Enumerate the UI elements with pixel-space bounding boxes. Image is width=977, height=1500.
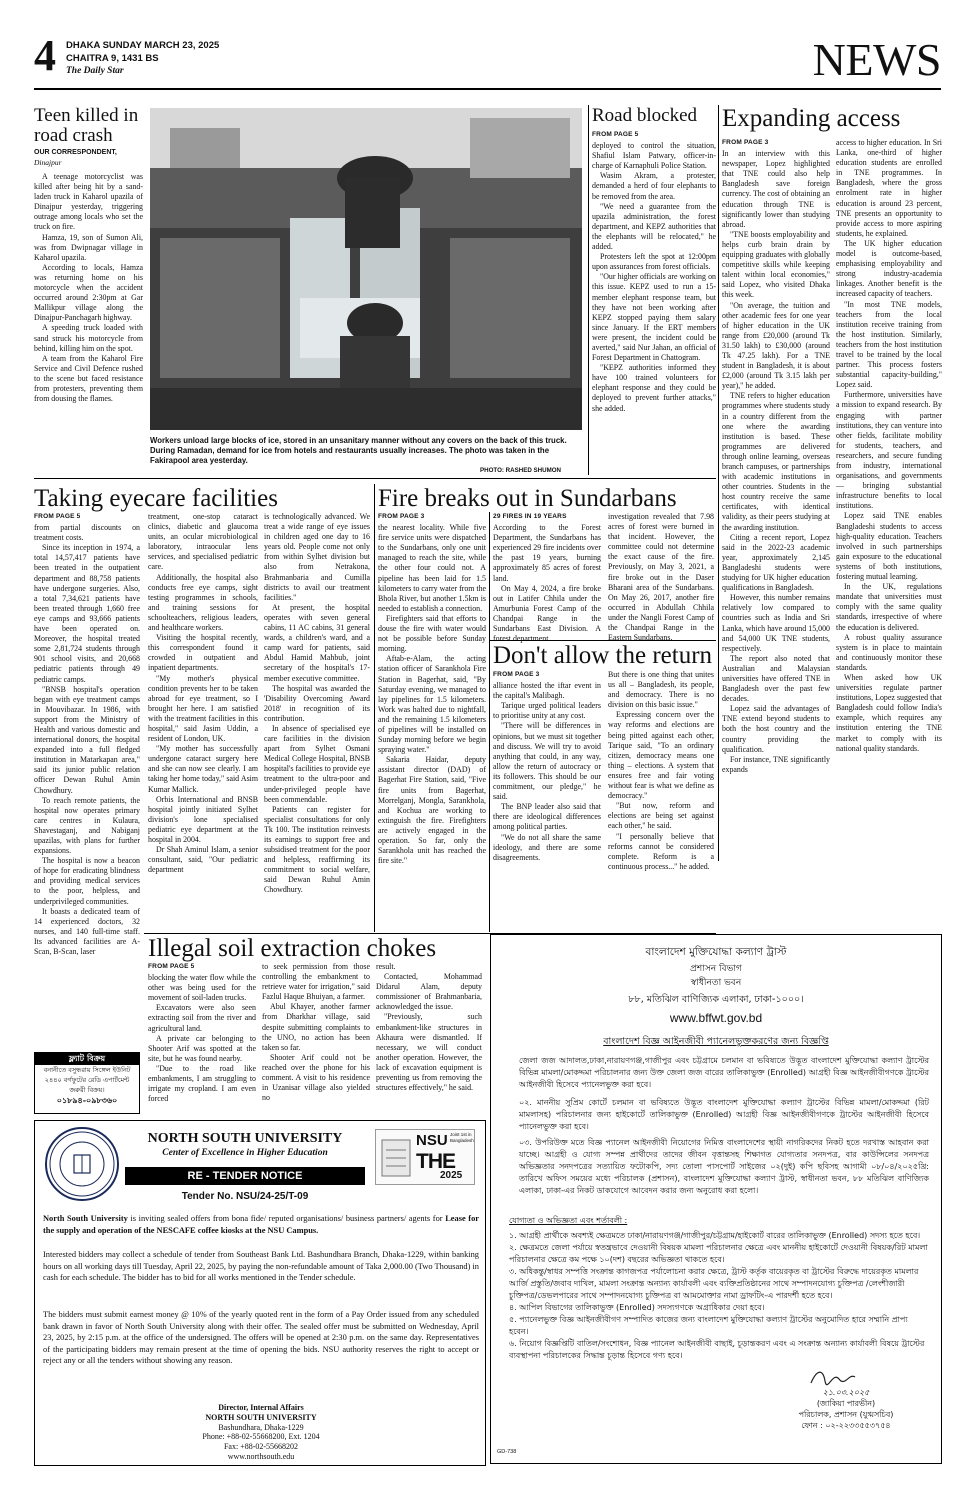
eyecare-para: At present, the hospital operates with seven general cabins, 11 AC cabins, 31 general wards, a children's ward, and a camp ward for patients, said Abdul Hamid Mahbub, joint secretary of the hospital's 17-member executive committee. <box>264 602 370 683</box>
expanding-para: "TNE boosts employability and helps curb brain drain by equipping graduates with globally competitive skills while keeping talent within local economies," said Lopez, who visited Dhaka this week. <box>722 229 830 300</box>
eyecare-para: treatment, one-stop cataract clinics, diabetic and glaucoma units, an ocular microbiological laboratory, intraocular lens services, and specialised pediatric care. <box>148 512 258 572</box>
eyecare-para: "My mother's physical condition prevents her to be taken abroad for eye treatment, so I brought her here. I am satisfied with the treatment facilities in this hospital," said Jasim Uddin, a resident of London, UK. <box>148 673 258 744</box>
return-col1 <box>493 670 601 932</box>
nsu-para1 <box>43 1213 479 1236</box>
road-headline: Road blocked <box>592 105 698 126</box>
nsu-para1-mid: is inviting sealed offers from bona fide/ reputed organisations/ business partners/ agents for <box>127 1214 446 1223</box>
photo-illustration <box>150 108 582 430</box>
section-rule <box>490 640 716 641</box>
trust-conditions <box>509 1215 929 1362</box>
trust-cond-title: যোগ্যতা ও অভিজ্ঞতা এবং শর্তাবলী : <box>509 1216 628 1225</box>
eyecare-para: The hospital was awarded the 'Disability Overcoming Award 2018' in recognition of its contribution. <box>264 683 370 723</box>
eyecare-col2 <box>148 512 258 932</box>
return-para: "We do not all share the same ideology, and there are some disagreements. <box>493 832 601 862</box>
header-date: DHAKA SUNDAY MARCH 23, 2025 <box>66 40 220 51</box>
soil-para: to seek permission from those controlling the embankment to retrieve water for irrigation," said Fazlul Haque Bhuiyan, a farmer. <box>262 962 370 1002</box>
eyecare-para: is technologically advanced. We treat a wide range of eye issues in children aged one day to 16 years old. People come not only from within Sylhet division but also from Netrakona, Brahmanbaria and Cumilla districts to avail our treatment facilities." <box>264 512 370 602</box>
nsu-tagline: Center of Excellence in Higher Education <box>162 1148 328 1158</box>
trust-sig-name: (জাকিয়া পারভীন) <box>816 1399 876 1408</box>
nsu-sig-web: www.northsouth.edu <box>227 1451 295 1461</box>
return-para: "But now, reform and elections are being set against each other," he said. <box>608 801 714 831</box>
eyecare-from: FROM PAGE 5 <box>34 513 81 520</box>
return-para: Expressing concern over the way reforms and elections are being pitted against each other, Tarique said, "To an ordinary citizen, democracy means one thing – elections. A system that ensures free and fair voting without fear is what we define as democracy." <box>608 710 714 801</box>
trust-cond-item: ৬. নিয়োগ বিজ্ঞপ্তিটি বাতিল/সংশোধন, বিজ্ঞ প্যানেল আইনজীবী বাছাই, চূড়ান্তকরণ এবং এ সংক্রান্ত অন্যান্য কার্যাবলী বিষয়ে ট্রাস্টের ব্যবস্থাপনা পরিচালকের সিদ্ধান্ত চূড়ান্ত হিসেবে গণ্য হবে। <box>509 1339 925 1360</box>
badge-the: THE <box>416 1150 455 1173</box>
nsu-para1-bold: Lease for the supply and operation of the NESCAFE coffee kiosks at the NSU Campus. <box>43 1214 479 1235</box>
expanding-para: "In most TNE models, teachers from the local institution receive training from the host institution. Similarly, teachers from the host institution travel to be trained by the local partner. This process fosters substantial capacity-building," Lopez said. <box>836 299 942 390</box>
teen-para: According to locals, Hamza was returning home on his motorcycle when the accident occurred around 2:30pm at Gar Mallikpur village along the Dinajpur-Panchagarh highway. <box>34 262 143 323</box>
trust-website[interactable]: www.bffwt.gov.bd <box>669 1011 763 1025</box>
return-para: "I personally believe that reforms cannot be considered complete. Reform is a continuous process..." he added. <box>608 831 714 871</box>
header-rule <box>34 88 941 90</box>
teen-para: Hamza, 19, son of Sumon Ali, was from Dwipnagar village in Kaharol upazila. <box>34 232 143 262</box>
soil-para: "Previously, such embankment-like structures in Akhaura were dismantled. If necessary, we will conduct another operation. However, the lack of excavation equipment is preventing us from removing the structures effectively," he said. <box>376 1012 482 1093</box>
expanding-col2 <box>722 138 830 858</box>
eyecare-para: Orbis International and BNSB hospital jointly initiated Sylhet division's lone specialised pediatric eye department at the hospital in 2004. <box>148 794 258 844</box>
fire-para: the nearest locality. While five fire service units were dispatched to the Sundarbans, only one unit managed to reach the site, while the other four could not. A pipeline has been laid for 1.5 kilometers to carry water from the Bhola River, but another 1.5km is needed to establish a connection. <box>378 523 487 613</box>
eyecare-para: In absence of specialised eye care facilities in the division apart from Sylhet Osmani Medical College Hospital, BNSB hospital's facilities to provide eye treatment to the ultra-poor and under-privileged people have been commendable. <box>264 723 370 804</box>
fire-box-title: 29 FIRES IN 19 YEARS <box>493 513 567 520</box>
teen-byline: OUR CORRESPONDENT, <box>34 149 117 156</box>
eyecare-para: Dr Shah Aminul Islam, a senior consultant, said, "Our pediatric department <box>148 845 258 875</box>
gd-code: GD-738 <box>497 1449 517 1455</box>
teen-para: A speeding truck loaded with sand struck his motorcycle from behind, killing him on the spot. <box>34 323 143 353</box>
expanding-col3 <box>836 138 942 858</box>
road-para: Protesters left the spot at 12:00pm upon assurances from forest officials. <box>592 252 716 272</box>
page-number: 4 <box>34 31 56 80</box>
nsu-seal-icon <box>47 1129 117 1199</box>
nsu-para2: Interested bidders may collect a schedule of tender from Southeast Bank Ltd. Bashundhara Branch, Dhaka-1229, within banking hours on all working days till Tuesday, April 22, 2025, by paying the non-refundable amount of Taka 2,000.00 (Two Thousand) in cash for each schedule. The bidder has to bid for all works mentioned in the Tender schedule. <box>43 1250 479 1282</box>
nsu-sig-addr: Bashundhara, Dhaka-1229 <box>218 1422 304 1432</box>
flat-sale-ad <box>34 1052 140 1114</box>
nsu-logo <box>45 1127 119 1201</box>
flat-ad-phone: ০১৮৯৪-০৯৮৩৬০ <box>56 1096 118 1105</box>
fire-para: Sakaria Haidar, deputy assistant director (DAD) of Bagerhat Fire Station, said, "Five fire units from Bagerhat, Morrelganj, Mongla, Sarankhola, and Kochua are working to extinguish the fire. Firefighters are actively engaged in the operation. So far, only the Sarankhola unit has reached the fire site." <box>378 755 486 866</box>
expanding-para: In an interview with this newspaper, Lopez highlighted that TNE could also help Bangladesh save foreign currency. The cost of obtaining an education through TNE is significantly lower than studying abroad. <box>722 149 830 229</box>
return-para: But there is one thing that unites us all – Bangladesh, its people, and democracy. There is no division on this basic issue." <box>608 670 714 710</box>
expanding-para: The UK higher education model is outcome-based, emphasising employability and strong industry-academia linkages. Another benefit is the increased capacity of teachers. <box>836 238 942 299</box>
trust-p2: ০২. মাননীয় সুপ্রিম কোর্টে চলমান বা ভবিষ্যতে উদ্ভূত বাংলাদেশ মুক্তিযোদ্ধা কল্যাণ ট্রাস্টের বিভিন্ন মামলা/মোকদ্দমা (রিট মামলাসহ) পরিচালনার জন্য হাইকোর্টে তালিকাভুক্ত (Enrolled) আগ্রহী বিজ্ঞ আইনজীবীগণকে ট্রাস্টের আইনজীবী হিসেবে প্যানেলভুক্ত করা হবে। <box>519 1098 929 1131</box>
expanding-headline: Expanding access <box>722 105 901 132</box>
road-para: "We need a guarantee from the upazila administration, the forest department, and KEPZ authorities that the elephants will be relocated," he added. <box>592 201 716 252</box>
soil-para: result. <box>376 962 396 971</box>
fire-from: FROM PAGE 3 <box>378 513 425 520</box>
expanding-para: Citing a recent report, Lopez said in the 2022-23 academic year, approximately 2,145 Bangladeshi students were studying for UK higher education qualifications in Bangladesh. <box>722 532 830 593</box>
column-rule <box>489 512 490 932</box>
return-para: Tarique urged political leaders to prioritise unity at any cost. <box>493 701 601 721</box>
flat-ad-line: বনানীতে বসুন্ধরায় সিঙ্গেল ইউনিট <box>43 1066 131 1074</box>
teen-headline: Teen killed in road crash <box>34 105 139 146</box>
nsu-sig-phone: Phone: +88-02-55668200, Ext. 1204 <box>202 1432 320 1442</box>
road-from: FROM PAGE 5 <box>592 131 639 138</box>
expanding-para: In the UK, regulations mandate that universities must comply with the same quality standards, irrespective of where the education is delivered. <box>836 582 942 632</box>
expanding-para: Lopez said the advantages of TNE extend beyond students to both the host country and the country providing the qualification. <box>722 704 830 754</box>
eyecare-para: Patients can register for specialist consultations for only Tk 100. The institution reinvests its earnings to support free and subsidised treatment for the poor and helpless, reaffirming its commitment to social welfare, said Dewan Ruhul Amin Chowdhury. <box>264 804 370 895</box>
fire-para: investigation revealed that 7.98 acres of forest were burned in that incident. However, the committee could not determine the exact cause of the fire. Previously, on May 3, 2021, a fire broke out in the Daser Bharani area of the Sundarbans. On May 26, 2017, another fire occurred in Abdullah Chhila under the Nangli Forest Camp of the Chandpai Range in the Eastern Sundarbans. <box>608 512 714 643</box>
soil-para: Excavators were also seen extracting soil from the river and agricultural land. <box>148 1003 256 1033</box>
return-col2 <box>608 670 714 932</box>
eyecare-para: The hospital is now a beacon of hope for eradicating blindness and providing medical services to the poor, helpless, and underprivileged communities. <box>34 856 140 906</box>
paper-logo: The Daily Star <box>66 66 124 76</box>
expanding-para: Furthermore, universities have a mission to expand research. By engaging with partner institutions, they can venture into other fields, facilitate mobility for students, teachers, and researchers, and secure funding from industry, international organisations, and governments — bringing substantial infrastructure benefits to local institutions. <box>836 390 942 511</box>
nsu-sig-fax: Fax: +88-02-55668202 <box>223 1442 299 1452</box>
trust-cond-item: ১. আগ্রহী প্রার্থীকে অবশ্যই ক্ষেত্রমতে ঢাকা/নারায়ণগঞ্জ/গাজীপুর/চট্টগ্রাম/হাইকোর্ট বারের তালিকাভুক্ত (Enrolled) সদস্য হতে হবে। <box>509 1231 921 1240</box>
badge-sub: Joint 1st in Bangladesh <box>450 1132 474 1143</box>
trust-p3: ০৩. উপরিউক্ত মতে বিজ্ঞ প্যানেল আইনজীবী নিয়োগের নিমিত্ত বাংলাদেশের স্থায়ী নাগরিকদের নিকট হতে দরখাস্ত আহবান করা যাচ্ছে। আগ্রহী ও যোগ্য সম্পন্ন প্রার্থীদের তাদের জীবন বৃত্তান্তসহ শিক্ষাগত যোগ্যতার সনদপত্র, বার কাউন্সিলের সনদপত্র অভিজ্ঞতার সনদপত্রের সত্যায়িত ফটোকপি, সদ্য তোলা পাসপোর্ট সাইজের ০২(দুই) কপি ছবিসহ আগামী ০৮/০৪/২০২৫খ্রি: তারিখে অফিস সময়ের মধ্যে পরিচালক (প্রশাসন), বাংলাদেশ মুক্তিযোদ্ধা কল্যাণ ট্রাস্ট, স্বাধীনতা ভবন, ৮৮ মতিঝিল বাণিজ্যিক এলাকা, ঢাকা-এর নিকট ডাকযোগে আবেদন করার জন্য অনুরোধ করা হলো। <box>519 1138 929 1195</box>
soil-para: A private car belonging to Shooter Arif was spotted at the site, but he was found nearby. <box>148 1033 256 1063</box>
road-para: Wasim Akram, a protester, demanded a herd of four elephants to be removed from the area. <box>592 171 716 201</box>
nsu-tender-ad <box>34 1120 486 1466</box>
trust-cond-item: ২. ক্ষেত্রমতে জেলা পর্যায়ে স্বতন্ত্রভাবে দেওয়ানী বিষয়ক মামলা পরিচালনার ক্ষেত্রে এবং মাননীয় হাইকোর্টে দেওয়ানী বিষয়ক/রিট মামলা পরিচালনার ক্ষেত্রে কম পক্ষে ১০(দশ) বছরের অভিজ্ঞতা থাকতে হবে। <box>509 1243 928 1264</box>
trust-building: স্বাধীনতা ভবন <box>690 978 742 988</box>
fire-para: According to the Forest Department, the Sundarbans has experienced 29 fire incidents over the past 19 years, burning approximately 85 acres of forest land. <box>493 523 601 583</box>
soil-para: "Due to the road like embankments, I am struggling to irrigate my cropland. I am even forced <box>148 1063 256 1104</box>
expanding-from: FROM PAGE 3 <box>722 139 769 146</box>
fire-para: Aftab-e-Alam, the acting station officer of Sarankhola Fire Station in Bagerhat, said, "By Saturday evening, we managed to lay pipelines for 1.5 kilometers. Work was halted due to nightfall, and the remaining 1.5 kilometers of pipelines will be installed on Sunday morning before we begin spraying water." <box>378 654 486 755</box>
badge-year: 2025 <box>440 1170 463 1181</box>
road-para: "Our higher officials are working on this issue. KEPZ used to run a 15-member elephant response team, but they have not been working after KEPZ stopped paying them salary since January. If the ERT members were present, the incident could be averted," said Nur Jahan, an official of Forest Department in Chattogram. <box>592 272 716 363</box>
eyecare-col1 <box>34 512 140 1052</box>
section-title: NEWS <box>812 34 941 85</box>
trust-sig-block <box>761 1387 931 1431</box>
teen-dateline: Dinajpur <box>34 158 62 167</box>
eyecare-headline: Taking eyecare facilities <box>34 485 278 512</box>
expanding-para: For instance, TNE significantly expands <box>722 754 830 774</box>
road-body <box>592 130 716 470</box>
flat-ad-line: ২৪৪০ বর্গফুটের রেডি এপার্টমেন্ট <box>44 1076 130 1084</box>
fire-col3 <box>608 512 714 643</box>
teen-para: A teenage motorcyclist was killed after being hit by a sand-laden truck in Kaharol upazila of Dinajpur yesterday, triggering outrage among locals who set the truck on fire. <box>34 172 143 232</box>
nsu-notice-title: RE - TENDER NOTICE <box>125 1167 365 1185</box>
return-para: alliance hosted the iftar event in the capital's Malibagh. <box>493 681 601 701</box>
flat-ad-line: জরুরী বিক্রয়। <box>69 1086 105 1094</box>
expanding-para: When asked how UK universities regulate partner institutions, Lopez suggested that Bangladesh could follow India's example, which requires any institution entering the TNE market to comply with its national quality standards. <box>836 672 942 753</box>
road-para: "KEPZ authorities informed they have 100 trained volunteers for elephant response and they could be deployed to prevent further attacks," she added. <box>592 363 716 413</box>
teen-para: A team from the Kaharol Fire Service and Civil Defence rushed to the scene but faced resistance from protesters, preventing them from dousing the flames. <box>34 353 143 404</box>
soil-col3 <box>376 962 482 1114</box>
trust-address: ৮৮, মতিঝিল বাণিজ্যিক এলাকা, ঢাকা-১০০০। <box>628 994 804 1005</box>
soil-headline: Illegal soil extraction chokes <box>148 935 437 962</box>
expanding-para: However, this number remains relatively low compared to countries such as India and Sri Lanka, which have around 15,000 and 54,000 UK TNE students, respectively. <box>722 593 830 653</box>
badge-graphic-icon <box>380 1138 412 1178</box>
trust-p1: জেলা জজ আদালত,ঢাকা,নারায়ণগঞ্জ,গাজীপুর এবং চট্টগ্রামে চলমান বা ভবিষ্যতে উদ্ভূত বাংলাদেশ মুক্তিযোদ্ধা কল্যাণ ট্রাস্টের বিভিন্ন মামলা/মোকদ্দমা পরিচালনার জন্য উক্ত জেলা জজ বারের তালিকাভুক্ত (Enrolled) আগ্রহী বিজ্ঞ আইনজীবীগণকে ট্রাস্টের আইনজীবী হিসেবে প্যানেলভুক্ত করা হবে। <box>519 1056 929 1089</box>
nsu-sig-title: Director, Internal Affairs <box>218 1403 304 1412</box>
eyecare-para: Visiting the hospital recently, this correspondent found it crowded in outpatient and inpatient departments. <box>148 633 258 673</box>
badge-nsu: NSU <box>416 1132 448 1149</box>
the-ranking-badge <box>375 1129 475 1185</box>
fire-col1 <box>378 512 486 932</box>
flat-ad-title: ফ্ল্যাট বিক্রয় <box>35 1053 139 1065</box>
soil-para: blocking the water flow while the other was being used for the movement of soil-laden trucks. <box>148 973 256 1003</box>
nsu-sig-org: NORTH SOUTH UNIVERSITY <box>205 1412 317 1422</box>
trust-title: বাংলাদেশ মুক্তিযোদ্ধা কল্যাণ ট্রাস্ট <box>645 946 787 958</box>
expanding-para: TNE refers to higher education programmes where students study in a country different from the one where the awarding institution is based. These programmes are delivered through online learning, overseas branch campuses, or partnerships with academic institutions in other countries. Students in the host country receive the same certificates, with identical validity, as their peers studying at the awarding institution. <box>722 391 830 532</box>
teen-body <box>34 172 143 468</box>
nsu-para3: The bidders must submit earnest money @ 10% of the yearly quoted rent in the form of a Pay Order issued from any scheduled bank drawn in favor of North South University along with their offer. The sealed offer must be submitted on Wednesday, April 23, 2025, by 2:15 p.m. at the office of the undersigned. The offers will be opened at 2:30 p.m. on the same day. Representatives of the participating bidders may remain present at the time of opening the bids. NSU authority reserves the right to accept or reject any or all the tenders without showing any reason. <box>43 1310 479 1365</box>
return-headline: Don't allow the return <box>493 642 713 669</box>
road-para: deployed to control the situation, Shafiul Islam Patwary, officer-in-charge of Karnaphuli Police Station. <box>592 141 716 171</box>
column-rule <box>718 105 719 861</box>
trust-sig-date: ২১.০৩.২০২৫ <box>822 1388 870 1397</box>
photo-credit: PHOTO: RASHED SHUMON <box>480 467 562 474</box>
eyecare-para: Since its inception in 1974, a total 14,57,417 patients have been treated in the outpatient department and 88,758 patients have undergone surgeries. Also, a total 7,34,621 patients have been treated through 1,660 free eye camps and 93,666 patients have been operated on. Moreover, the hospital treated some 2,81,724 students through 901 school visits, and 20,668 pediatric patients through 49 pediatric camps. <box>34 543 140 684</box>
news-photo <box>150 108 582 430</box>
soil-col2 <box>262 962 370 1114</box>
return-from: FROM PAGE 3 <box>493 671 540 678</box>
trust-sig-phone: ফোন : ০২-২২৩৩৫৫৩৭৫৪ <box>801 1421 891 1430</box>
eyecare-para: Additionally, the hospital also conducts free eye camps, sight testing programmes in schools, and training sessions for schoolteachers, religious leaders, and healthcare workers. <box>148 572 258 633</box>
eyecare-para: "BNSB hospital's operation began with eye treatment camps in Mouvibazar. In 1986, with support from the Ministry of Health and various domestic and international donors, the hospital expanded into a full fledged institution in Matarkapan area," said its junior public relation officer Dewan Ruhul Amin Chowdhury. <box>34 684 140 795</box>
section-rule <box>34 478 716 479</box>
fire-headline: Fire breaks out in Sundarbans <box>378 485 677 512</box>
soil-para: Abul Khayer, another farmer from Dharkhar village, said despite submitting complaints to the UNO, no action has been taken so far. <box>262 1002 370 1052</box>
return-para: "There will be differences in opinions, but we must sit together and discuss. We will try to avoid anything that could, in any way, allow the return of autocracy or its followers. This should be our commitment, our pledge," he said. <box>493 721 601 802</box>
trust-cond-item: ৫. প্যানেলভুক্ত বিজ্ঞ আইনজীবীগণ সম্পাদিত কাজের জন্য বাংলাদেশ মুক্তিযোদ্ধা কল্যাণ ট্রাস্টের অনুমোদিত হারে সম্মানি প্রাপ্য হবেন। <box>509 1315 908 1336</box>
expanding-para: Lopez said TNE enables Bangladeshi students to access high-quality education. Teachers involved in such partnerships gain exposure to the educational systems of both institutions, fostering mutual learning. <box>836 511 942 582</box>
fire-col2 <box>493 512 601 644</box>
trust-dept: প্রশাসন বিভাগ <box>690 964 742 974</box>
eyecare-para: It boasts a dedicated team of 14 experienced doctors, 32 nurses, and 140 full-time staff. Its advanced facilities are A-Scan, B-Scan, laser <box>34 906 140 957</box>
soil-from: FROM PAGE 5 <box>148 963 195 970</box>
soil-para: Shooter Arif could not be reached over the phone for his comment. A visit to his residence in Uzanisar village also yielded no <box>262 1052 370 1103</box>
expanding-para: "On average, the tuition and other academic fees for one year of higher education in the UK range from £20,000 (around Tk 31.50 lakh) to £30,000 (around Tk 47.25 lakh). For a TNE student in Bangladesh, it is about £2,000 (around Tk 3.15 lakh per year)," he added. <box>722 300 830 391</box>
column-rule <box>374 484 375 932</box>
return-para: The BNP leader also said that there are ideological differences among political parties. <box>493 802 601 832</box>
trust-notice-ad <box>490 934 942 1464</box>
eyecare-col3 <box>264 512 370 932</box>
header-bangla-date: CHAITRA 9, 1431 BS <box>66 53 159 64</box>
eyecare-para: "My mother has successfully undergone cataract surgery here and she can now see clearly. I am taking her home today," said Asim Kumar Mallick. <box>148 744 258 794</box>
soil-para: Contacted, Mohammad Didarul Alam, deputy commissioner of Brahmanbaria, acknowledged the issue. <box>376 972 482 1012</box>
trust-sig-title: পরিচালক, প্রশাসন (যুগ্মসচিব) <box>798 1410 894 1419</box>
trust-cond-item: ৪. আপিল বিভাগের তালিকাভুক্ত (Enrolled) সদস্যগণকে অগ্রাধিকার দেয়া হবে। <box>509 1303 765 1312</box>
fire-para: On May 4, 2024, a fire broke out in Latifer Chhila under the Amurbunia Forest Camp of the Chandpai Range in the Sundarbans East Division. A forest department <box>493 583 601 644</box>
photo-caption: Workers unload large blocks of ice, stored in an unsanitary manner without any covers on the back of this truck. During Ramadan, demand for ice from hotels and restaurants usually increases. The photo was taken in the Fakirapool area yesterday. <box>150 436 567 465</box>
trust-notice-title: বাংলাদেশ বিজ্ঞ আইনজীবী প্যানেলভুক্তকরণের জন্য বিজ্ঞপ্তি <box>603 1036 829 1047</box>
soil-col1 <box>148 962 256 1114</box>
fire-para: Firefighters said that efforts to douse the fire with water would not be possible before Sunday morning. <box>378 613 486 654</box>
trust-cond-item: ৩. অধিকন্তু/স্বাধর সম্পত্তি সংক্রান্ত কাগজপত্র পর্যালোচনা করার ক্ষেত্রে, ট্রাস্ট কর্তৃক বায়েরকৃত বা ট্রাস্টের বিরুদ্ধে দায়েরকৃত মামলার আর্জি প্রস্তুতি/জবাব দাখিল, মামলা সংক্রান্ত অন্যান্য কার্যাবলী এবং ব্যক্তিপ্রতিষ্ঠানের সাথে সম্পাদনযোগ্য চুক্তিপত্র /লেংশীজারী চুক্তিপত্র/ডেভলপারের সাথে সম্পাদনযোগ্য চুক্তিপত্র বা আমমোক্তার নামা ড্রাফটিং-এ পারদর্শী হতে হবে। <box>509 1267 919 1300</box>
eyecare-para: from partial discounts on treatment costs. <box>34 523 140 543</box>
column-rule <box>588 105 589 475</box>
nsu-signature <box>135 1403 387 1462</box>
nsu-para1-start: North South University <box>43 1214 128 1223</box>
expanding-para: A robust quality assurance system is in place to maintain and continuously monitor these standards. <box>836 632 942 672</box>
expanding-para: The report also noted that Australian and Malaysian universities have offered TNE in Bangladesh over the past few decades. <box>722 653 830 704</box>
expanding-para: access to higher education. In Sri Lanka, one-third of higher education students are enrolled in TNE programmes. In Bangladesh, where the gross enrolment rate in higher education is around 23 percent, TNE presents an opportunity to provide access to more aspiring students, he explained. <box>836 138 942 238</box>
nsu-name: NORTH SOUTH UNIVERSITY <box>147 1131 343 1146</box>
signature-scribble <box>809 1367 857 1389</box>
eyecare-para: To reach remote patients, the hospital now operates primary care centres in Kulaura, Shavestaganj, and Nabiganj upazilas, with plans for further expansions. <box>34 795 140 856</box>
nsu-tender-no: Tender No. NSU/24-25/T-09 <box>181 1191 309 1202</box>
